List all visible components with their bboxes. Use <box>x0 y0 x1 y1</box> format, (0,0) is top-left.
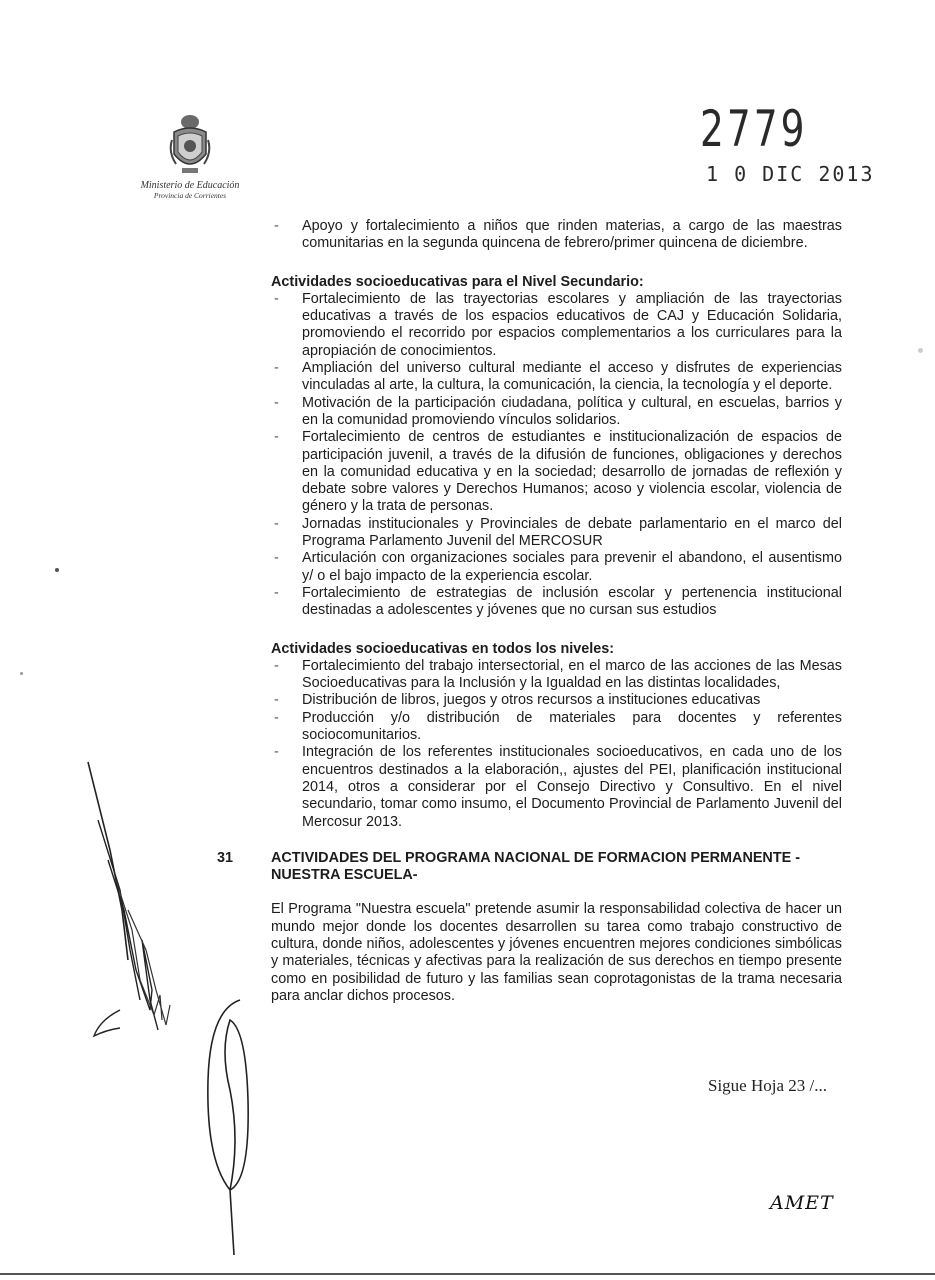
secondary-heading: Actividades socioeducativas para el Nivel Secundario: <box>271 273 644 290</box>
section-31-heading <box>217 849 842 885</box>
list-item: - Jornadas institucionales y Provinciales de debate parlamentario en el marco del Programa Parlamento Juvenil del MERCOSUR <box>271 516 842 551</box>
list-item: - Fortalecimiento del trabajo intersectorial, en el marco de las acciones de las Mesas Socioeducativas para la Inclusión y la Igualdad en las distintas localidades, <box>271 658 842 693</box>
list-item: - Apoyo y fortalecimiento a niños que rinden materias, a cargo de las maestras comunitarias en la segunda quincena de febrero/primer quincena de diciembre. <box>271 218 842 253</box>
coat-of-arms-icon <box>168 112 212 178</box>
scan-speck <box>55 568 59 572</box>
ministry-caption <box>120 180 260 200</box>
list-item: - Fortalecimiento de centros de estudiantes e institucionalización de espacios de participación juvenil, a través de la difusión de funciones, obligaciones y derechos en la comunidad educativa y en la sociedad; desarrollo de jornadas de reflexión y debate sobre valores y Derechos Humanos; acoso y violencia escolar, violencia de género y la trata de personas. <box>271 429 842 515</box>
secondary-list <box>271 291 842 620</box>
list-item: - Fortalecimiento de estrategias de inclusión escolar y pertenencia institucional destinadas a adolescentes y jóvenes que no cursan sus estudios <box>271 585 842 620</box>
province-name: Provincia de Corrientes <box>153 191 227 200</box>
resolution-number: 2779 <box>700 100 808 158</box>
continues-note: Sigue Hoja 23 /... <box>708 1076 827 1095</box>
intro-list <box>271 218 842 253</box>
handwritten-signature <box>80 760 280 1260</box>
list-item: - Articulación con organizaciones sociales para prevenir el abandono, el ausentismo y/ o el bajo impacto de la experiencia escolar. <box>271 550 842 585</box>
list-item: - Distribución de libros, juegos y otros recursos a instituciones educativas <box>271 692 842 709</box>
list-item: - Fortalecimiento de las trayectorias escolares y ampliación de las trayectorias educativas a través de los espacios educativos de CAJ y Educación Solidaria, promoviendo el recorrido por espacios complementarios a los curriculares para la apropiación de conocimientos. <box>271 291 842 360</box>
initials: AMET <box>770 1192 834 1214</box>
all-levels-heading: Actividades socioeducativas en todos los niveles: <box>271 640 615 657</box>
list-item: - Ampliación del universo cultural mediante el acceso y disfrutes de experiencias vinculadas al arte, la cultura, la comunicación, la ciencia, la tecnología y el deporte. <box>271 360 842 395</box>
section-title: ACTIVIDADES DEL PROGRAMA NACIONAL DE FORMACION PERMANENTE - NUESTRA ESCUELA- <box>271 849 801 884</box>
resolution-date: 1 0 DIC 2013 <box>706 162 875 186</box>
list-item: - Producción y/o distribución de materiales para docentes y referentes sociocomunitarios. <box>271 710 842 745</box>
section-number: 31 <box>217 849 234 866</box>
ministry-name: Ministerio de Educación <box>140 180 240 191</box>
scan-speck <box>20 672 23 675</box>
page-edge-line <box>0 1273 935 1275</box>
list-item: - Integración de los referentes institucionales socioeducativos, en cada uno de los encuentros destinados a la elaboración,, ajustes del PEI, planificación institucional 2014, otros a considerar por el Consejo Directivo y Consultivo. En el nivel secundario, tomar como insumo, el Documento Provincial de Parlamento Juvenil del Mercosur 2013. <box>271 744 842 830</box>
scan-speck <box>918 348 923 353</box>
document-body <box>217 218 842 1005</box>
all-levels-list <box>271 658 842 831</box>
list-item: - Motivación de la participación ciudadana, política y cultural, en escuelas, barrios y en la comunidad promoviendo vínculos solidarios. <box>271 395 842 430</box>
section-31-paragraph: El Programa "Nuestra escuela" pretende asumir la responsabilidad colectiva de hacer un mundo mejor donde los docentes desarrollen su tarea como trabajo constructivo de cultura, donde niños, adolescentes y jóvenes encuentren mejores condiciones simbólicas y materiales, técnicas y afectivas para la realización de sus derechos en tiempo presente como en posibilidad de futuro y las familias sean coprotagonistas de la trama necesaria para anclar dichos procesos. <box>271 901 842 1004</box>
